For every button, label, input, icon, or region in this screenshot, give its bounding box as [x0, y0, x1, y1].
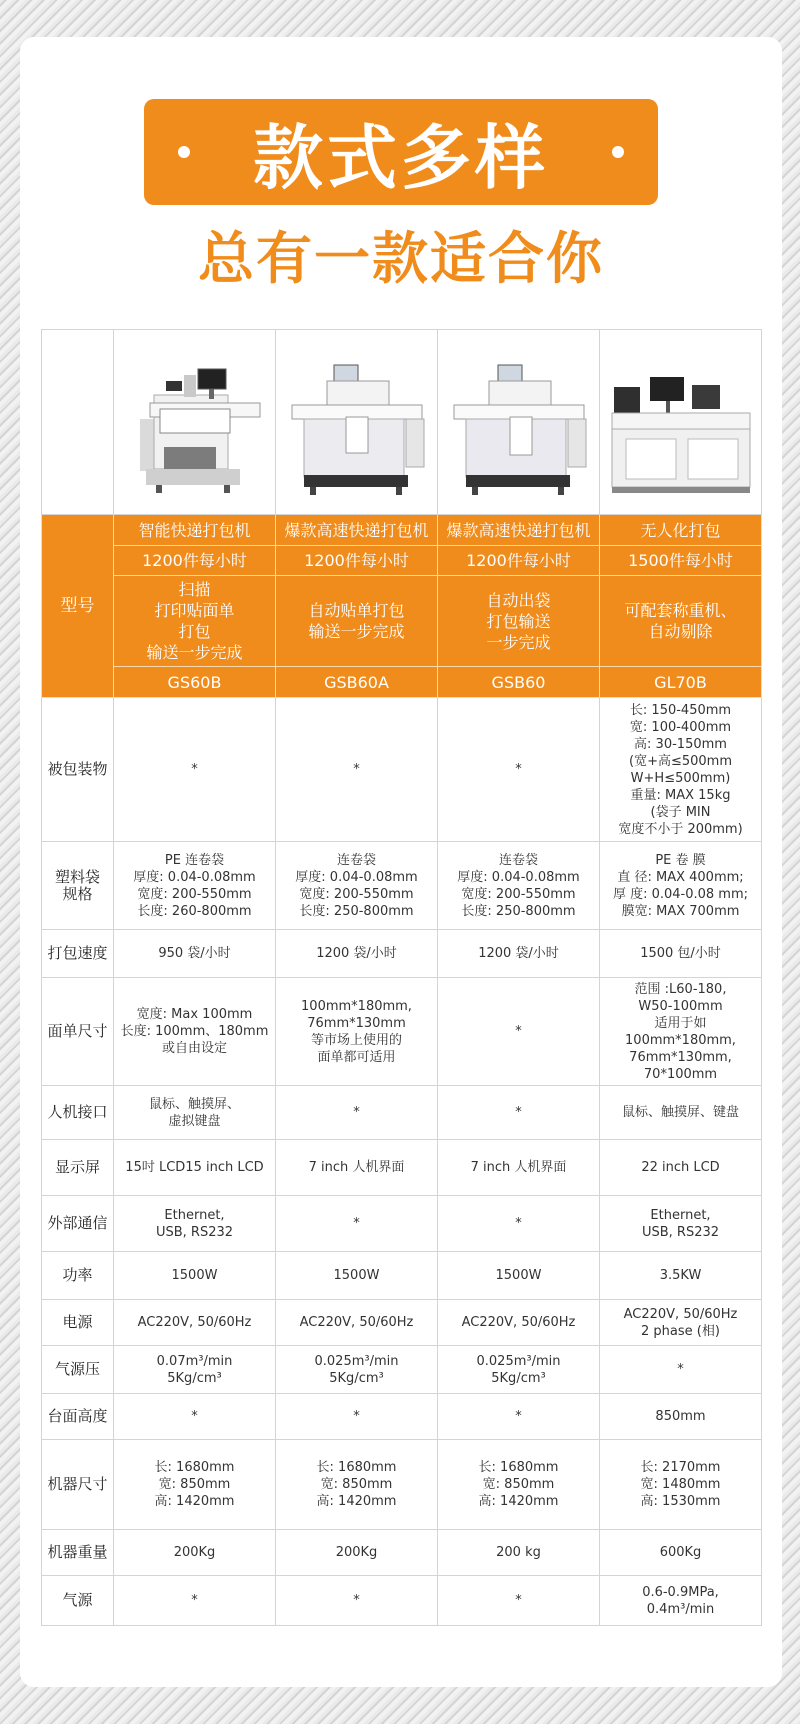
spec-label: 机器重量: [42, 1530, 114, 1576]
model-row: [42, 546, 762, 576]
spec-cell: *: [276, 1394, 438, 1440]
spec-cell: 3.5KW: [600, 1252, 762, 1300]
spec-cell: PE 连卷袋 厚度: 0.04-0.08mm 宽度: 200-550mm 长度: 260-800mm: [114, 842, 276, 930]
model-cell: GSB60: [438, 667, 600, 698]
spec-row: [42, 1346, 762, 1394]
spec-table: [41, 329, 762, 1626]
spec-cell: AC220V, 50/60Hz: [438, 1300, 600, 1346]
packing-machine-icon: [120, 347, 270, 497]
spec-cell: *: [114, 1576, 276, 1626]
model-cell: 智能快递打包机: [114, 515, 276, 546]
spec-cell: *: [276, 1196, 438, 1252]
spec-row: [42, 1530, 762, 1576]
spec-cell: 0.025m³/min 5Kg/cm³: [438, 1346, 600, 1394]
model-row: [42, 515, 762, 546]
spec-row: [42, 978, 762, 1086]
spec-cell: 0.6-0.9MPa, 0.4m³/min: [600, 1576, 762, 1626]
packing-machine-icon: [444, 347, 594, 497]
model-cell: 1200件每小时: [114, 546, 276, 576]
spec-cell: *: [438, 1394, 600, 1440]
spec-cell: Ethernet, USB, RS232: [600, 1196, 762, 1252]
spec-label: 显示屏: [42, 1140, 114, 1196]
spec-label: 塑料袋 规格: [42, 842, 114, 930]
spec-cell: 连卷袋 厚度: 0.04-0.08mm 宽度: 200-550mm 长度: 250-800mm: [438, 842, 600, 930]
spec-cell: 1500 包/小时: [600, 930, 762, 978]
spec-row: [42, 1576, 762, 1626]
spec-cell: 长: 1680mm 宽: 850mm 高: 1420mm: [114, 1440, 276, 1530]
spec-cell: 200Kg: [276, 1530, 438, 1576]
spec-cell: *: [438, 1576, 600, 1626]
model-cell: 1200件每小时: [276, 546, 438, 576]
spec-row: [42, 698, 762, 842]
spec-cell: 鼠标、触摸屏、键盘: [600, 1086, 762, 1140]
spec-row: [42, 1394, 762, 1440]
model-cell: 可配套称重机、 自动剔除: [600, 576, 762, 667]
model-row: [42, 576, 762, 667]
spec-cell: 200Kg: [114, 1530, 276, 1576]
spec-cell: 长: 1680mm 宽: 850mm 高: 1420mm: [438, 1440, 600, 1530]
spec-cell: 1500W: [438, 1252, 600, 1300]
spec-cell: 连卷袋 厚度: 0.04-0.08mm 宽度: 200-550mm 长度: 250-800mm: [276, 842, 438, 930]
spec-cell: 长: 1680mm 宽: 850mm 高: 1420mm: [276, 1440, 438, 1530]
spec-cell: 850mm: [600, 1394, 762, 1440]
model-cell: 1200件每小时: [438, 546, 600, 576]
spec-cell: 15吋 LCD15 inch LCD: [114, 1140, 276, 1196]
spec-cell: PE 卷 膜 直 径: MAX 400mm; 厚 度: 0.04-0.08 mm; 膜宽: MAX 700mm: [600, 842, 762, 930]
product-image-gs60b: [114, 330, 276, 515]
model-cell: GSB60A: [276, 667, 438, 698]
spec-cell: 1200 袋/小时: [276, 930, 438, 978]
spec-label: 人机接口: [42, 1086, 114, 1140]
spec-label: 气源: [42, 1576, 114, 1626]
spec-label: 外部通信: [42, 1196, 114, 1252]
spec-label: 功率: [42, 1252, 114, 1300]
model-row: [42, 667, 762, 698]
model-label: 型号: [42, 515, 114, 698]
spec-cell: 7 inch 人机界面: [438, 1140, 600, 1196]
product-image-gsb60: [438, 330, 600, 515]
model-cell: 爆款高速快递打包机: [276, 515, 438, 546]
content-card: [20, 37, 782, 1687]
packing-machine-icon: [282, 347, 432, 497]
spec-cell: *: [438, 1196, 600, 1252]
spec-cell: 1500W: [114, 1252, 276, 1300]
spec-cell: AC220V, 50/60Hz 2 phase (相): [600, 1300, 762, 1346]
model-cell: 自动出袋 打包输送 一步完成: [438, 576, 600, 667]
model-cell: 扫描 打印贴面单 打包 输送一步完成: [114, 576, 276, 667]
model-cell: 无人化打包: [600, 515, 762, 546]
model-cell: GS60B: [114, 667, 276, 698]
spec-label: 台面高度: [42, 1394, 114, 1440]
banner-title: 款式多样: [253, 116, 549, 199]
spec-cell: 范围 :L60-180, W50-100mm 适用于如 100mm*180mm, 76mm*130mm, 70*100mm: [600, 978, 762, 1086]
model-cell: 1500件每小时: [600, 546, 762, 576]
image-row: [42, 330, 762, 515]
spec-cell: 0.07m³/min 5Kg/cm³: [114, 1346, 276, 1394]
spec-label: 打包速度: [42, 930, 114, 978]
spec-cell: 200 kg: [438, 1530, 600, 1576]
spec-cell: 0.025m³/min 5Kg/cm³: [276, 1346, 438, 1394]
spec-cell: AC220V, 50/60Hz: [276, 1300, 438, 1346]
spec-cell: 7 inch 人机界面: [276, 1140, 438, 1196]
spec-label: 气源压: [42, 1346, 114, 1394]
banner-dot-left: [178, 146, 190, 158]
packing-machine-icon: [606, 347, 756, 497]
product-image-gsb60a: [276, 330, 438, 515]
spec-cell: 22 inch LCD: [600, 1140, 762, 1196]
spec-cell: *: [438, 1086, 600, 1140]
spec-row: [42, 1140, 762, 1196]
title-banner: [144, 99, 658, 205]
spec-label: 机器尺寸: [42, 1440, 114, 1530]
model-cell: 自动贴单打包 输送一步完成: [276, 576, 438, 667]
spec-cell: *: [276, 698, 438, 842]
spec-cell: 1500W: [276, 1252, 438, 1300]
spec-label: 被包装物: [42, 698, 114, 842]
spec-cell: *: [114, 1394, 276, 1440]
spec-cell: *: [438, 698, 600, 842]
spec-cell: 长: 2170mm 宽: 1480mm 高: 1530mm: [600, 1440, 762, 1530]
spec-cell: 鼠标、触摸屏、 虚拟键盘: [114, 1086, 276, 1140]
spec-row: [42, 1086, 762, 1140]
subtitle: 总有一款适合你: [198, 227, 604, 292]
spec-cell: *: [600, 1346, 762, 1394]
spec-cell: AC220V, 50/60Hz: [114, 1300, 276, 1346]
image-row-label: [42, 330, 114, 515]
spec-cell: 950 袋/小时: [114, 930, 276, 978]
spec-cell: *: [276, 1086, 438, 1140]
spec-cell: *: [114, 698, 276, 842]
spec-cell: 100mm*180mm, 76mm*130mm 等市场上使用的 面单都可适用: [276, 978, 438, 1086]
spec-cell: 长: 150-450mm 宽: 100-400mm 高: 30-150mm (宽+高≤500mm W+H≤500mm) 重量: MAX 15kg (袋子 MIN 宽度不小于 200mm): [600, 698, 762, 842]
spec-cell: Ethernet, USB, RS232: [114, 1196, 276, 1252]
model-cell: GL70B: [600, 667, 762, 698]
spec-cell: 1200 袋/小时: [438, 930, 600, 978]
spec-row: [42, 1252, 762, 1300]
spec-label: 面单尺寸: [42, 978, 114, 1086]
spec-cell: *: [276, 1576, 438, 1626]
spec-cell: 宽度: Max 100mm 长度: 100mm、180mm 或自由设定: [114, 978, 276, 1086]
spec-row: [42, 1440, 762, 1530]
spec-row: [42, 930, 762, 978]
spec-row: [42, 1196, 762, 1252]
banner-dot-right: [612, 146, 624, 158]
product-image-gl70b: [600, 330, 762, 515]
spec-label: 电源: [42, 1300, 114, 1346]
spec-row: [42, 842, 762, 930]
spec-cell: 600Kg: [600, 1530, 762, 1576]
model-cell: 爆款高速快递打包机: [438, 515, 600, 546]
spec-row: [42, 1300, 762, 1346]
spec-cell: *: [438, 978, 600, 1086]
